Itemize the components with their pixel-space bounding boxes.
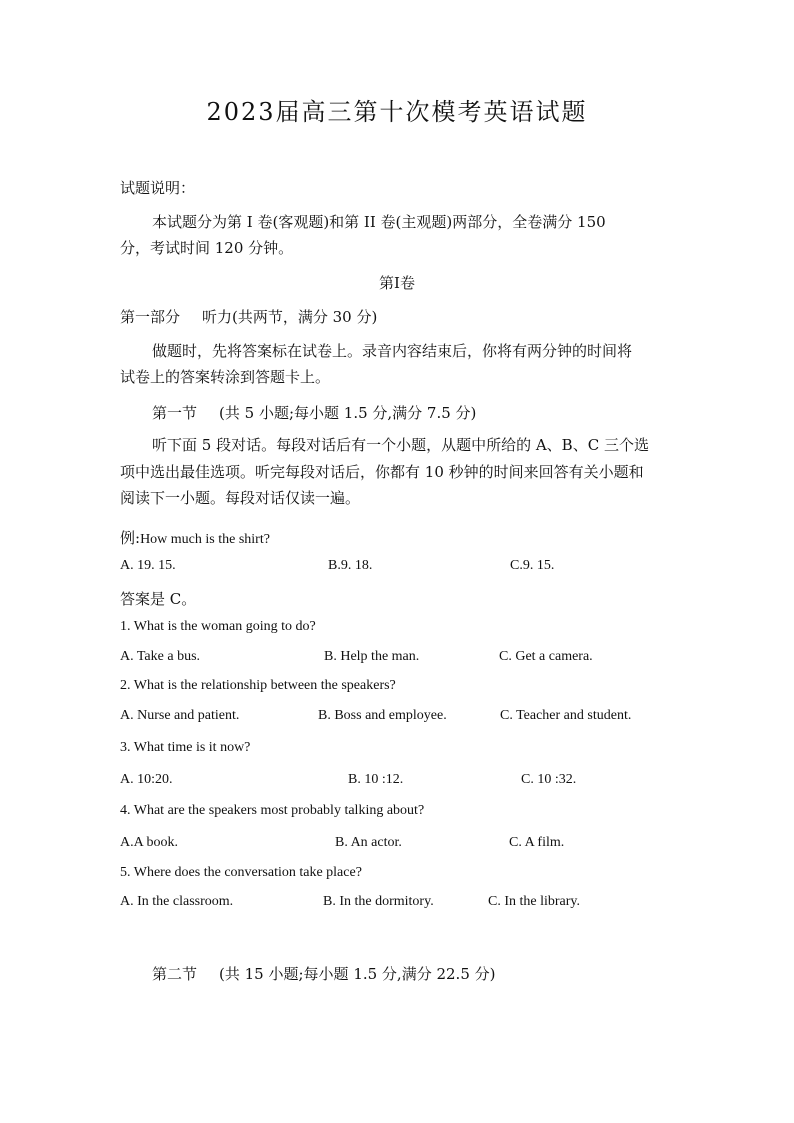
example-question-text: How much is the shirt? (140, 532, 270, 547)
section1-instructions-line2: 项中选出最佳选项。听完每段对话后，你都有 10 秒钟的时间来回答有关小题和 (120, 463, 644, 481)
intro-text-line2: 分，考试时间 120 分钟。 (120, 239, 294, 257)
volume-heading: 第I卷 (379, 274, 415, 292)
question-3-option-c: C. 10 :32. (521, 772, 577, 787)
example-option-c: C.9. 15. (510, 558, 555, 573)
question-2-option-b: B. Boss and employee. (318, 708, 447, 723)
section1-heading (152, 402, 476, 423)
question-2: 2. What is the relationship between the speakers? (120, 678, 396, 693)
question-5-option-a: A. In the classroom. (120, 894, 234, 909)
part1-heading (120, 306, 377, 327)
example-option-a: A. 19. 15. (120, 558, 176, 573)
question-1: 1. What is the woman going to do? (120, 619, 316, 634)
question-2-option-c: C. Teacher and student. (500, 708, 632, 723)
question-1-option-c: C. Get a camera. (499, 649, 593, 664)
question-4: 4. What are the speakers most probably talking about? (120, 803, 425, 818)
question-3: 3. What time is it now? (120, 740, 251, 755)
question-4-option-b: B. An actor. (335, 835, 402, 850)
question-1-option-a: A. Take a bus. (120, 649, 201, 664)
question-5-option-b: B. In the dormitory. (323, 894, 434, 909)
question-3-option-a: A. 10:20. (120, 772, 173, 787)
part1-label: 第一部分 (120, 308, 181, 326)
example-option-b: B.9. 18. (328, 558, 373, 573)
question-4-option-c: C. A film. (509, 835, 565, 850)
intro-text-line1: 本试题分为第 I 卷(客观题)和第 II 卷(主观题)两部分，全卷满分 150 (152, 213, 606, 231)
section1-instructions-line1: 听下面 5 段对话。每段对话后有一个小题，从题中所给的 A、B、C 三个选 (152, 436, 649, 454)
question-2-option-a: A. Nurse and patient. (120, 708, 240, 723)
question-5: 5. Where does the conversation take place? (120, 865, 362, 880)
example-answer: 答案是 C。 (120, 590, 197, 608)
part1-instructions-line1: 做题时，先将答案标在试卷上。录音内容结束后，你将有两分钟的时间将 (152, 342, 633, 360)
section2-heading (152, 963, 496, 984)
question-5-option-c: C. In the library. (488, 894, 581, 909)
part1-instructions-line2: 试卷上的答案转涂到答题卡上。 (120, 368, 331, 386)
section2-info: (共 15 小题;每小题 1.5 分,满分 22.5 分) (219, 965, 496, 983)
example-prefix: 例: (120, 529, 141, 547)
page-title: 2023届高三第十次模考英语试题 (206, 98, 588, 126)
section1-instructions-line3: 阅读下一小题。每段对话仅读一遍。 (120, 489, 361, 507)
question-1-option-b: B. Help the man. (324, 649, 420, 664)
part1-title: 听力(共两节，满分 30 分) (202, 308, 378, 326)
question-4-option-a: A.A book. (120, 835, 178, 850)
intro-label: 试题说明： (120, 179, 196, 197)
section2-label: 第二节 (152, 965, 198, 983)
question-3-option-b: B. 10 :12. (348, 772, 404, 787)
example-question (120, 527, 270, 548)
section1-info: (共 5 小题;每小题 1.5 分,满分 7.5 分) (219, 404, 477, 422)
section1-label: 第一节 (152, 404, 198, 422)
